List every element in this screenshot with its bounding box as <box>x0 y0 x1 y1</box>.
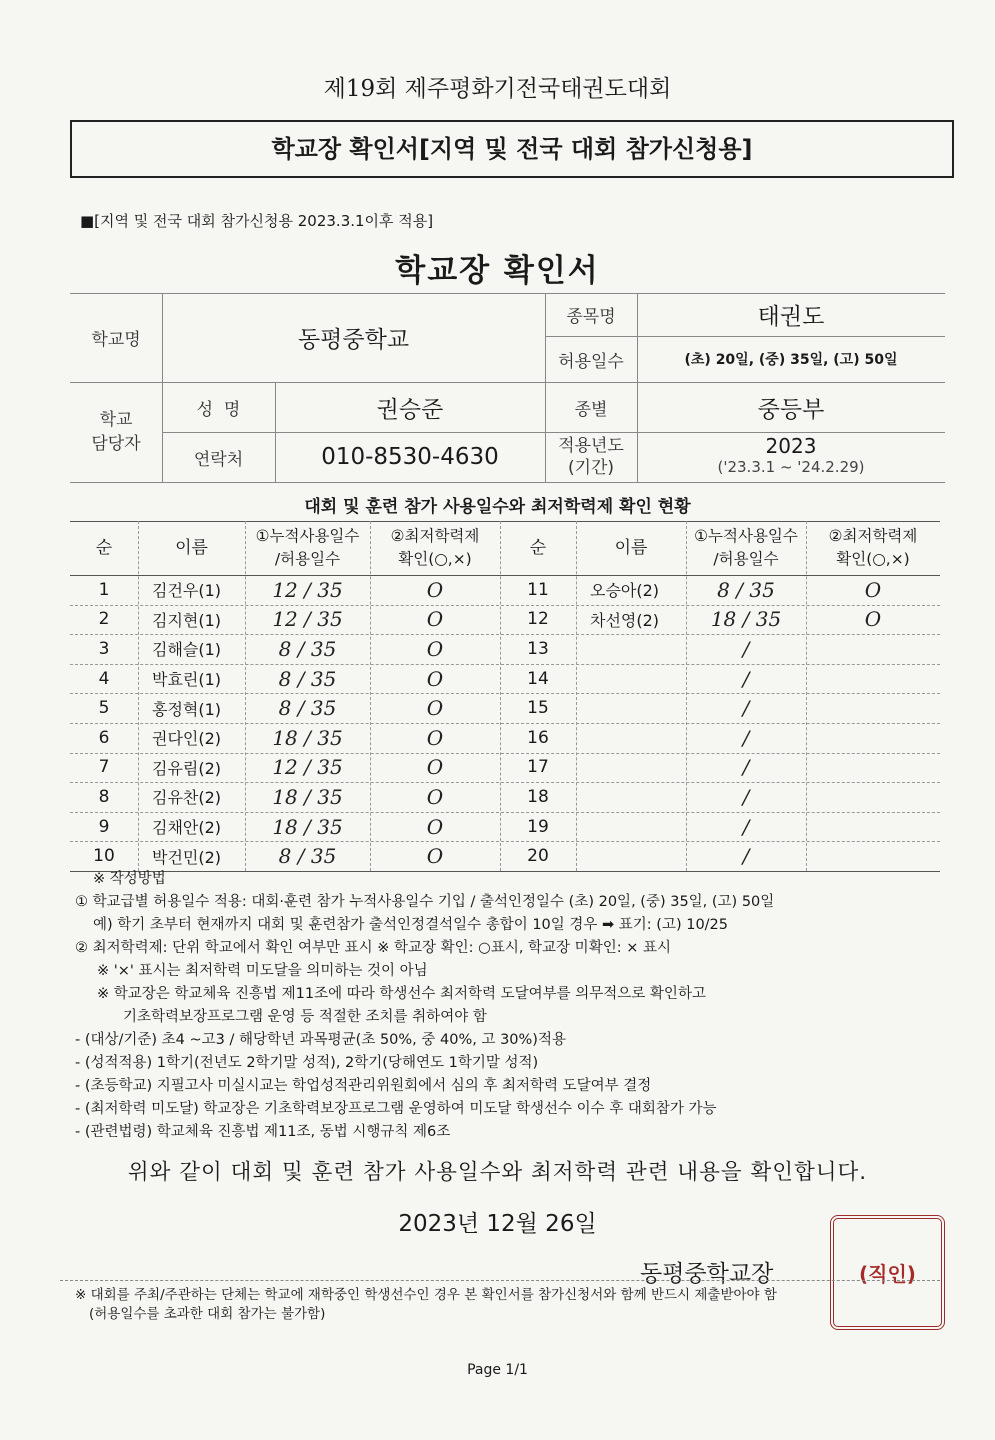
cell-check: O <box>426 577 444 602</box>
confirmation-statement: 위와 같이 대회 및 훈련 참가 사용일수와 최저학력 관련 내용을 확인합니다. <box>127 1160 868 1185</box>
event-label: 종목명 <box>566 307 616 327</box>
cell-check: O <box>426 755 444 780</box>
footnote-line: ※ 대회를 주최/주관하는 단체는 학교에 재학중인 학생선수인 경우 본 확인서를 참가신청서와 함께 반드시 제출받아야 함 <box>75 1287 777 1303</box>
cell-check <box>806 841 940 871</box>
cell-no: 12 <box>527 609 549 630</box>
cell-name: 김유림(2) <box>152 758 222 778</box>
event-title: 제19회 제주평화기전국태권도대회 <box>323 76 672 102</box>
note-line: ※ '×' 표시는 최저학력 미도달을 의미하는 것이 아님 <box>97 963 428 979</box>
cell-days: 18 / 35 <box>272 725 343 750</box>
cell-name: 홍정혁(1) <box>152 699 222 719</box>
table-header-check: ②최저학력제 확인(○,×) <box>390 527 480 568</box>
cell-name <box>576 693 686 723</box>
footnote-divider <box>60 1280 940 1281</box>
note-line: ※ 학교장은 학교체육 진흥법 제11조에 따라 학생선수 최저학력 도달여부를 의무적으로 확인하고 <box>97 986 706 1002</box>
cell-days: / <box>742 666 750 691</box>
cell-no: 4 <box>98 668 110 689</box>
footnote <box>75 1286 777 1324</box>
contact-value: 010-8530-4630 <box>321 444 499 470</box>
school-value: 동평중학교 <box>297 327 410 353</box>
cell-days: 8 / 35 <box>278 696 337 721</box>
school-label: 학교명 <box>91 330 141 350</box>
cell-days: 12 / 35 <box>272 755 343 780</box>
note-line: - (초등학교) 지필고사 미실시교는 학업성적관리위원회에서 심의 후 최저학력 도달여부 결정 <box>75 1078 652 1094</box>
year-value: 2023 <box>765 434 817 458</box>
cell-check <box>806 723 940 753</box>
table-header-no: 순 <box>529 537 547 558</box>
cell-days: / <box>742 696 750 721</box>
cell-no: 9 <box>98 816 110 837</box>
cell-name <box>576 841 686 871</box>
cell-no: 5 <box>98 698 110 719</box>
cell-no: 7 <box>98 757 110 778</box>
cell-days: 8 / 35 <box>278 844 337 869</box>
cell-days: / <box>742 725 750 750</box>
cell-no: 8 <box>98 786 110 807</box>
year-label: 적용년도 (기간) <box>558 436 624 478</box>
cell-no: 13 <box>527 638 549 659</box>
manager-label: 학교 담당자 <box>91 410 141 454</box>
cell-check: O <box>864 607 882 632</box>
writing-notes <box>75 868 955 1144</box>
cell-name: 김해슬(1) <box>152 640 222 660</box>
note-line: ※ 작성방법 <box>93 871 166 887</box>
table-header-name: 이름 <box>175 537 208 558</box>
table-header-name: 이름 <box>614 537 648 558</box>
cell-days: 12 / 35 <box>272 577 343 602</box>
cell-check: O <box>426 666 444 691</box>
table-header-days: ①누적사용일수 /허용일수 <box>694 527 798 568</box>
cell-name: 김채안(2) <box>152 818 222 838</box>
cell-name: 김지현(1) <box>152 610 222 630</box>
cell-check: O <box>426 844 444 869</box>
cell-check: O <box>426 696 444 721</box>
division-value: 중등부 <box>757 396 825 423</box>
division-label: 종별 <box>574 399 608 420</box>
cell-no: 19 <box>527 816 549 837</box>
cell-name: 차선영(2) <box>590 610 660 630</box>
main-title: 학교장 확인서 <box>395 253 600 289</box>
note-line: ① 학교급별 허용일수 적용: 대회·훈련 참가 누적사용일수 기입 / 출석인정일수 (초) 20일, (중) 35일, (고) 50일 <box>75 894 775 910</box>
cell-name: 박건민(2) <box>152 847 222 867</box>
cell-check: O <box>426 636 444 661</box>
cell-no: 2 <box>98 609 110 630</box>
note-line: 기초학력보장프로그램 운영 등 적절한 조치를 취하여야 함 <box>123 1009 487 1025</box>
cell-name: 김건우(1) <box>152 581 222 601</box>
cell-name <box>576 753 686 783</box>
cell-days: 8 / 35 <box>278 666 337 691</box>
cell-check <box>806 812 940 842</box>
cell-no: 18 <box>527 786 549 807</box>
document-title-box: 학교장 확인서[지역 및 전국 대회 참가신청용] <box>70 120 954 178</box>
cell-no: 6 <box>98 727 110 748</box>
cell-check <box>806 753 940 783</box>
cell-days: 12 / 35 <box>272 607 343 632</box>
cell-days: 18 / 35 <box>272 814 343 839</box>
cell-no: 16 <box>527 727 549 748</box>
official-seal <box>830 1215 945 1330</box>
cell-days: 8 / 35 <box>278 636 337 661</box>
cell-name: 권다인(2) <box>152 729 222 749</box>
cell-no: 3 <box>98 638 110 659</box>
cell-check: O <box>426 784 444 809</box>
allowed-days-label: 허용일수 <box>558 351 624 372</box>
cell-check: O <box>426 814 444 839</box>
cell-name <box>576 812 686 842</box>
table-header-days: ①누적사용일수 /허용일수 <box>255 527 360 568</box>
cell-name <box>576 782 686 812</box>
cell-days: / <box>742 636 750 661</box>
cell-check: O <box>426 607 444 632</box>
cell-check <box>806 634 940 664</box>
page-number: Page 1/1 <box>467 1362 528 1378</box>
note-line: - (관련법령) 학교체육 진흥법 제11조, 동법 시행규칙 제6조 <box>75 1124 451 1140</box>
name-label: 성 명 <box>196 399 241 420</box>
cell-days: 8 / 35 <box>717 577 775 602</box>
principal-name: 동평중학교장 <box>640 1261 774 1287</box>
cell-days: / <box>742 844 750 869</box>
cell-no: 10 <box>93 846 115 867</box>
cell-no: 11 <box>527 579 549 600</box>
note-line: ② 최저학력제: 단위 학교에서 확인 여부만 표시 ※ 학교장 확인: ○표시, 학교장 미확인: × 표시 <box>75 940 671 956</box>
cell-no: 14 <box>527 668 549 689</box>
note-line: - (성적적용) 1학기(전년도 2학기말 성적), 2학기(당해연도 1학기말 성적) <box>75 1055 539 1071</box>
cell-name <box>576 664 686 694</box>
cell-days: / <box>742 784 750 809</box>
period-value: ('23.3.1 ~ '24.2.29) <box>717 458 865 476</box>
cell-days: 18 / 35 <box>710 607 782 632</box>
note-line: 예) 학기 초부터 현재까지 대회 및 훈련참가 출석인정결석일수 총합이 10일 경우 ➡ 표기: (고) 10/25 <box>93 917 729 933</box>
cell-check: O <box>426 725 444 750</box>
cell-no: 17 <box>527 757 549 778</box>
cell-no: 1 <box>98 579 110 600</box>
footnote-line: (허용일수를 초과한 대회 참가는 불가함) <box>89 1306 326 1322</box>
cell-name <box>576 723 686 753</box>
note-line: - (대상/기준) 초4 ~고3 / 해당학년 과목평균(초 50%, 중 40%, 고 30%)적용 <box>75 1032 566 1048</box>
event-value: 태권도 <box>757 304 825 330</box>
table-header-no: 순 <box>95 537 113 558</box>
cell-days: / <box>742 814 750 839</box>
note-line: - (최저학력 미도달) 학교장은 기초학력보장프로그램 운영하여 미도달 학생선수 이수 후 대회참가 가능 <box>75 1101 717 1117</box>
cell-name <box>576 634 686 664</box>
issue-date: 2023년 12월 26일 <box>398 1211 597 1237</box>
table-header-check: ②최저학력제 확인(○,×) <box>828 527 918 568</box>
cell-name: 오승아(2) <box>590 581 660 601</box>
contact-label: 연락처 <box>193 449 244 470</box>
cell-check <box>806 664 940 694</box>
section-title: 대회 및 훈련 참가 사용일수와 최저학력제 확인 현황 <box>304 497 691 517</box>
seal-text: (직인) <box>859 1262 916 1286</box>
allowed-days-value: (초) 20일, (중) 35일, (고) 50일 <box>684 352 898 368</box>
cell-days: / <box>742 755 750 780</box>
applicability-note: ■[지역 및 전국 대회 참가신청용 2023.3.1이후 적용] <box>80 212 434 230</box>
cell-check <box>806 782 940 812</box>
cell-check <box>806 693 940 723</box>
cell-name: 박효린(1) <box>152 670 222 690</box>
cell-no: 20 <box>527 846 549 867</box>
cell-name: 김유찬(2) <box>152 788 222 808</box>
year-cell <box>637 432 945 482</box>
cell-no: 15 <box>527 698 549 719</box>
manager-name-value: 권승준 <box>376 396 444 423</box>
cell-check: O <box>864 577 882 602</box>
cell-days: 18 / 35 <box>272 784 343 809</box>
